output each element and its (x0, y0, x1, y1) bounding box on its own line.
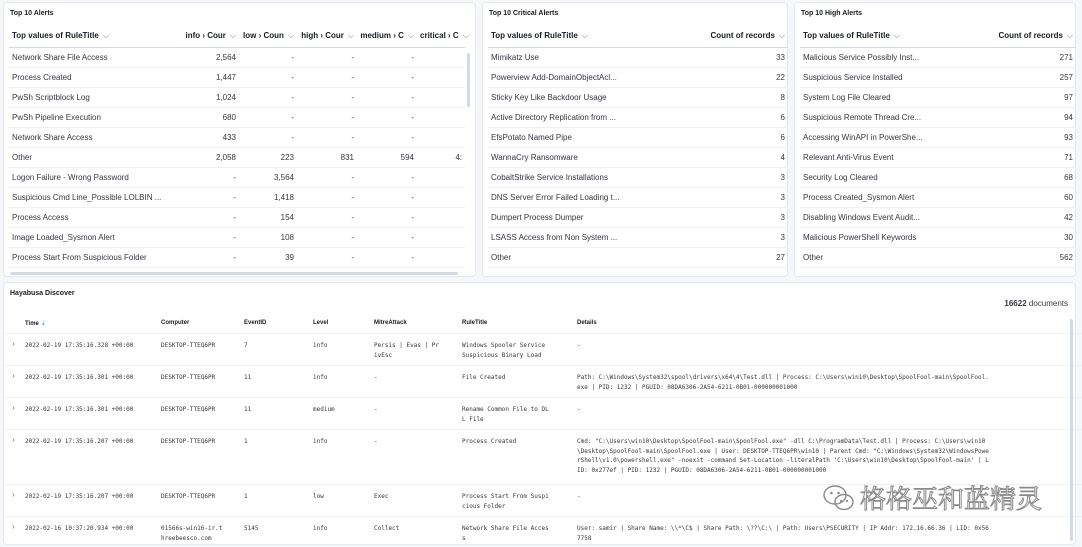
count-cell: 2,564 (177, 47, 239, 67)
chevron-down-icon[interactable]: ⌵ (462, 31, 469, 41)
top-10-high-alerts-panel (794, 2, 1076, 277)
discover-table-header (4, 317, 1074, 333)
count-cell: 42 (960, 207, 1076, 227)
chevron-down-icon[interactable]: ⌵ (102, 31, 109, 41)
table-row (800, 227, 1076, 247)
count-cell: - (297, 167, 357, 187)
rule-title-cell: Suspicious Cmd Line_Possible LOLBIN ... (9, 187, 177, 207)
rule-title-cell: Suspicious Remote Thread Cre... (800, 107, 960, 127)
count-cell: 8 (668, 87, 788, 107)
count-cell: - (357, 107, 417, 127)
cell-time: 2022-02-19 17:35:16.328 +00:00 (25, 342, 134, 349)
count-cell: 594 (357, 147, 417, 167)
count-cell: 562 (960, 247, 1076, 267)
table-row (9, 107, 465, 127)
count-cell: 1,418 (239, 187, 297, 207)
column-header-level[interactable]: Level (313, 320, 329, 326)
count-cell: 3 (668, 227, 788, 247)
column-header-4[interactable] (357, 26, 417, 47)
table-row (800, 87, 1076, 107)
rule-title-cell: Other (800, 247, 960, 267)
column-header-label: low › Coun (243, 31, 284, 41)
rule-title-cell: Process Access (9, 207, 177, 227)
count-cell: 1,024 (177, 87, 239, 107)
cell-computer: DESKTOP-TTEQ6PR (161, 342, 216, 349)
table-row (488, 247, 788, 267)
count-cell: 39 (239, 247, 297, 267)
rule-title-cell: Network Share Access (9, 127, 177, 147)
table-row (9, 147, 465, 167)
count-cell: - (239, 47, 297, 67)
count-cell: 680 (177, 107, 239, 127)
count-cell: - (177, 227, 239, 247)
table-row (9, 87, 465, 107)
count-cell (417, 127, 465, 147)
column-header-label: medium › C (360, 31, 404, 41)
rule-title-cell: Other (9, 147, 177, 167)
count-cell: 3 (668, 167, 788, 187)
rule-title-cell: Malicious PowerShell Keywords (800, 227, 960, 247)
count-cell: - (297, 87, 357, 107)
rule-title-cell: Suspicious Service Installed (800, 67, 960, 87)
expand-row-icon[interactable]: › (12, 371, 15, 380)
cell-mitre: - (374, 374, 378, 381)
table-row (9, 207, 465, 227)
table-row (9, 167, 465, 187)
rule-title-cell: Network Share File Access (9, 47, 177, 67)
count-cell: 93 (960, 127, 1076, 147)
cell-level: info (313, 342, 328, 349)
count-cell: 257 (960, 67, 1076, 87)
count-cell: - (357, 187, 417, 207)
count-cell: 433 (177, 127, 239, 147)
count-cell (417, 67, 465, 87)
cell-mitre: Collect (374, 525, 400, 532)
expand-row-icon[interactable]: › (12, 490, 15, 499)
table-row (800, 187, 1076, 207)
count-cell (417, 247, 465, 267)
cell-time: 2022-02-19 17:35:16.207 +00:00 (25, 493, 134, 500)
table-row (488, 67, 788, 87)
count-cell (417, 47, 465, 67)
table-row (800, 147, 1076, 167)
cell-time: 2022-02-19 17:35:16.301 +00:00 (25, 374, 134, 381)
count-cell: 71 (960, 147, 1076, 167)
rule-title-cell: Disabling Windows Event Audit... (800, 207, 960, 227)
count-cell: 6 (668, 107, 788, 127)
rule-title-cell: Other (488, 247, 668, 267)
cell-details: Cmd: "C:\Users\win10\Desktop\SpoolFool-main\SpoolFool.exe" -dll C:\ProgramData\Test.dll | Process: C:\Users\win10 \Desktop\SpoolFool-main\SpoolFool.exe | User: DESKTOP-TTEQ6PR\win10 | Parent Cmd: "C:\Windows\System32\WindowsPowe rShell\v1.0\powershell.exe" -noexit -command Set-Location -literalPath 'C:\Users\win10\Desktop\SpoolFool-main' | L ID: 0x277ef | PID: 1232 | PGUID: 08DA6306-2A54-6211-0B01-000000001000 (577, 438, 989, 474)
table-row (9, 127, 465, 147)
cell-details: - (577, 406, 581, 413)
count-cell (417, 107, 465, 127)
document-count-value: 16622 (1004, 299, 1027, 308)
vertical-scrollbar[interactable] (467, 53, 470, 107)
table-row (488, 87, 788, 107)
table-row (488, 187, 788, 207)
cell-eventid: 11 (244, 374, 252, 381)
cell-rule: Process Created (462, 438, 517, 445)
rule-title-cell: Accessing WinAPI in PowerShe... (800, 127, 960, 147)
column-header-details[interactable]: Details (577, 320, 597, 326)
count-cell: - (297, 107, 357, 127)
panel-title: Top 10 Alerts (10, 10, 54, 17)
document-count-suffix: documents (1026, 299, 1068, 308)
count-cell: 3 (668, 207, 788, 227)
cell-rule: Rename Common File to DL L File (462, 406, 549, 423)
cell-computer: DESKTOP-TTEQ6PR (161, 374, 216, 381)
count-cell: - (357, 227, 417, 247)
table-row (800, 247, 1076, 267)
column-header-label: Top values of RuleTitle (491, 31, 578, 41)
rule-title-cell: PwSh Pipeline Execution (9, 107, 177, 127)
count-cell: 1,447 (177, 67, 239, 87)
top-10-critical-alerts-panel (482, 2, 788, 277)
cell-mitre: - (374, 406, 378, 413)
cell-mitre: Exec (374, 493, 389, 500)
count-cell: 60 (960, 187, 1076, 207)
document-count (1004, 299, 1068, 308)
table-row[interactable] (4, 333, 1082, 365)
count-cell: - (297, 127, 357, 147)
rule-title-cell: Logon Failure - Wrong Password (9, 167, 177, 187)
watermark (822, 479, 1072, 519)
count-cell: - (177, 247, 239, 267)
cell-eventid: 7 (244, 342, 248, 349)
table-row (488, 167, 788, 187)
table-row (800, 107, 1076, 127)
watermark-text: 格格巫和蓝精灵 (860, 485, 1043, 515)
rule-title-cell: Dumpert Process Dumper (488, 207, 668, 227)
count-cell: 4 (668, 147, 788, 167)
rule-title-cell: Mimikatz Use (488, 47, 668, 67)
rule-title-cell: LSASS Access from Non System ... (488, 227, 668, 247)
column-header-eventid[interactable]: EventID (244, 320, 267, 326)
column-header-0[interactable] (9, 26, 177, 47)
count-cell: 6 (668, 127, 788, 147)
count-cell: 223 (239, 147, 297, 167)
count-cell: - (357, 127, 417, 147)
count-cell: 3,564 (239, 167, 297, 187)
cell-rule: Windows Spooler Service Suspicious Binary Load (462, 342, 546, 359)
expand-row-icon[interactable]: › (12, 435, 15, 444)
count-cell: - (357, 167, 417, 187)
table-row[interactable] (4, 397, 1082, 429)
cell-eventid: 1 (244, 493, 248, 500)
column-header-mitreattack[interactable]: MitreAttack (374, 320, 407, 326)
rule-title-cell: DNS Server Error Failed Loading t... (488, 187, 668, 207)
cell-time: 2022-02-19 17:35:16.301 +00:00 (25, 406, 134, 413)
column-header-label: critical › C (420, 31, 459, 41)
count-cell: - (357, 47, 417, 67)
count-cell: - (297, 67, 357, 87)
cell-mitre: Persis | Evas | Pr ivEsc (374, 342, 440, 359)
table-row (488, 127, 788, 147)
table-row (9, 247, 465, 267)
column-header-label: Top values of RuleTitle (12, 31, 99, 41)
rule-title-cell: Powerview Add-DomainObjectAcl... (488, 67, 668, 87)
count-cell (417, 167, 465, 187)
column-header-0[interactable] (800, 26, 960, 47)
cell-eventid: 11 (244, 406, 252, 413)
table-row (800, 127, 1076, 147)
cell-time: 2022-02-19 17:35:16.207 +00:00 (25, 438, 134, 445)
rule-title-cell: Malicious Service Possibly Inst... (800, 47, 960, 67)
expand-row-icon[interactable]: › (12, 339, 15, 348)
count-cell: - (297, 47, 357, 67)
cell-time: 2022-02-16 10:37:20.934 +00:00 (25, 525, 134, 532)
count-cell: - (357, 207, 417, 227)
cell-eventid: 1 (244, 438, 248, 445)
count-cell (417, 187, 465, 207)
count-cell: - (239, 67, 297, 87)
horizontal-scrollbar[interactable] (10, 272, 458, 275)
count-cell: 108 (239, 227, 297, 247)
table-row (9, 227, 465, 247)
column-header-1[interactable] (668, 26, 788, 47)
table-row (800, 47, 1076, 67)
column-header-label: Count of records (998, 31, 1063, 41)
column-header-1[interactable] (177, 26, 239, 47)
column-header-1[interactable] (960, 26, 1076, 47)
rule-title-cell: Sticky Key Like Backdoor Usage (488, 87, 668, 107)
rule-title-cell: System Log File Cleared (800, 87, 960, 107)
column-header-time[interactable] (25, 320, 46, 327)
count-cell: 3 (668, 187, 788, 207)
sort-arrow-icon[interactable]: ⇣ (40, 321, 46, 327)
table-row (488, 107, 788, 127)
count-cell: 30 (960, 227, 1076, 247)
count-cell (417, 207, 465, 227)
table-row (800, 207, 1076, 227)
rule-title-cell: Relevant Anti-Virus Event (800, 147, 960, 167)
rule-title-cell: EfsPotato Named Pipe (488, 127, 668, 147)
chevron-down-icon[interactable]: ⌵ (778, 31, 785, 41)
rule-title-cell: Image Loaded_Sysmon Alert (9, 227, 177, 247)
table-row (488, 47, 788, 67)
rule-title-cell: Process Created_Sysmon Alert (800, 187, 960, 207)
count-cell: - (297, 227, 357, 247)
count-cell: - (239, 87, 297, 107)
panel-title: Hayabusa Discover (10, 290, 75, 297)
rule-title-cell: Process Created (9, 67, 177, 87)
cell-level: info (313, 438, 328, 445)
cell-level: low (313, 493, 324, 500)
rule-title-cell: Active Directory Replication from ... (488, 107, 668, 127)
chevron-down-icon[interactable]: ⌵ (893, 31, 900, 41)
cell-computer: DESKTOP-TTEQ6PR (161, 438, 216, 445)
count-cell: - (177, 207, 239, 227)
cell-computer: 01566s-win16-ir.t hreebeesco.com (161, 525, 223, 542)
count-cell: - (357, 87, 417, 107)
chevron-down-icon[interactable]: ⌵ (287, 31, 294, 41)
rule-title-cell: WannaCry Ransomware (488, 147, 668, 167)
cell-mitre: - (374, 438, 378, 445)
column-header-5[interactable] (417, 26, 469, 47)
table-row (9, 187, 465, 207)
column-header-label: Top values of RuleTitle (803, 31, 890, 41)
count-cell (417, 87, 465, 107)
count-cell: 27 (668, 247, 788, 267)
column-header-2[interactable] (239, 26, 297, 47)
column-header-time-label: Time (25, 321, 39, 327)
table-row[interactable] (4, 365, 1082, 397)
column-header-computer[interactable]: Computer (161, 320, 190, 326)
count-cell: 4: (417, 147, 465, 167)
cell-level: info (313, 525, 328, 532)
table-row (488, 227, 788, 247)
count-cell: 33 (668, 47, 788, 67)
count-cell: 68 (960, 167, 1076, 187)
count-cell: - (297, 187, 357, 207)
chevron-down-icon[interactable]: ⌵ (1066, 31, 1073, 41)
rule-title-cell: Process Start From Suspicious Folder (9, 247, 177, 267)
cell-computer: DESKTOP-TTEQ6PR (161, 406, 216, 413)
cell-level: info (313, 374, 328, 381)
count-cell: - (297, 207, 357, 227)
count-cell (417, 227, 465, 247)
wechat-logo-icon (822, 481, 856, 515)
chevron-down-icon[interactable]: ⌵ (347, 31, 354, 41)
count-cell: 2,058 (177, 147, 239, 167)
critical-alerts-table (488, 26, 788, 268)
chevron-down-icon[interactable]: ⌵ (581, 31, 588, 41)
top-10-alerts-panel (3, 2, 476, 277)
column-header-label: high › Cour (301, 31, 344, 41)
expand-row-icon[interactable]: › (12, 522, 15, 531)
table-row (9, 47, 465, 67)
count-cell: - (239, 127, 297, 147)
chevron-down-icon[interactable]: ⌵ (407, 31, 414, 41)
cell-rule: Process Start From Suspi cious Folder (462, 493, 549, 510)
count-cell: - (357, 67, 417, 87)
cell-details: User: samir | Share Name: \\*\C$ | Share Path: \??\C:\ | Path: Users\PSECURITY | IP Addr: 172.16.66.36 | LID: 0x56 7758 (577, 525, 989, 542)
table-row (9, 67, 465, 87)
column-header-label: Count of records (710, 31, 775, 41)
count-cell: 154 (239, 207, 297, 227)
cell-details: - (577, 342, 581, 349)
count-cell: - (357, 247, 417, 267)
cell-rule: Network Share File Acces s (462, 525, 549, 542)
column-header-0[interactable] (488, 26, 668, 47)
count-cell: 831 (297, 147, 357, 167)
table-row[interactable] (4, 429, 1082, 484)
count-cell: - (177, 187, 239, 207)
table-row (800, 67, 1076, 87)
rule-title-cell: PwSh Scriptblock Log (9, 87, 177, 107)
top-10-alerts-table (9, 26, 469, 268)
count-cell: 271 (960, 47, 1076, 67)
cell-computer: DESKTOP-TTEQ6PR (161, 493, 216, 500)
column-header-ruletitle[interactable]: RuleTitle (462, 320, 488, 326)
count-cell: 22 (668, 67, 788, 87)
cell-rule: File Created (462, 374, 506, 381)
cell-details: Path: C:\Windows\System32\spool\drivers\x64\4\Test.dll | Process: C:\Users\win10\Desktop\SpoolFool-main\SpoolFool. exe | PID: 1232 | PGUID: 08DA6306-2A54-6211-0B01-000000001000 (577, 374, 989, 391)
chevron-down-icon[interactable]: ⌵ (229, 31, 236, 41)
count-cell: 94 (960, 107, 1076, 127)
cell-level: medium (313, 406, 335, 413)
cell-eventid: 5145 (244, 525, 259, 532)
column-header-3[interactable] (297, 26, 357, 47)
count-cell: - (297, 247, 357, 267)
rule-title-cell: CobaltStrike Service Installations (488, 167, 668, 187)
table-row (488, 207, 788, 227)
count-cell: 97 (960, 87, 1076, 107)
count-cell: - (177, 167, 239, 187)
cell-details: - (577, 493, 581, 500)
high-alerts-table (800, 26, 1076, 268)
rule-title-cell: Security Log Cleared (800, 167, 960, 187)
count-cell: - (239, 107, 297, 127)
panel-title: Top 10 High Alerts (801, 10, 863, 17)
table-row[interactable] (4, 516, 1082, 546)
expand-row-icon[interactable]: › (12, 403, 15, 412)
table-row (800, 167, 1076, 187)
panel-title: Top 10 Critical Alerts (489, 10, 559, 17)
column-header-label: info › Cour (185, 31, 226, 41)
table-row (488, 147, 788, 167)
